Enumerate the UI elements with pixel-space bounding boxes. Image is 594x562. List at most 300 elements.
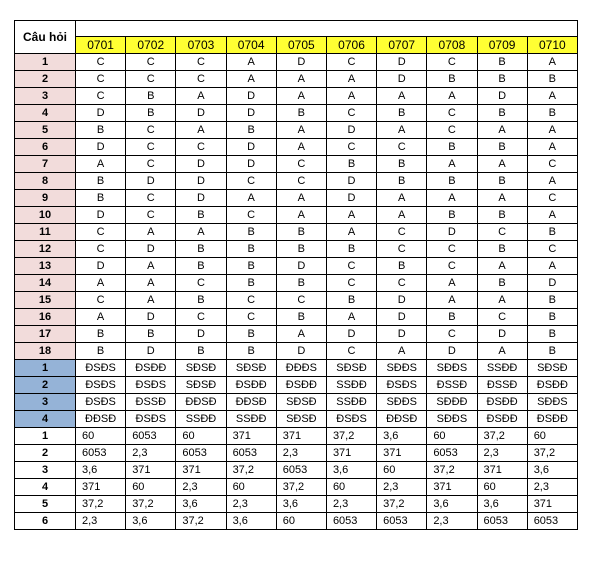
answer-cell: D bbox=[76, 258, 126, 275]
answer-cell: C bbox=[377, 224, 427, 241]
answer-cell: A bbox=[276, 190, 326, 207]
answer-cell: SĐĐS bbox=[527, 394, 577, 411]
mc-row bbox=[15, 343, 578, 360]
answer-cell: A bbox=[427, 275, 477, 292]
answer-cell: 3,6 bbox=[126, 513, 176, 530]
answer-cell: C bbox=[527, 190, 577, 207]
mc-row bbox=[15, 224, 578, 241]
answer-cell: B bbox=[326, 241, 376, 258]
question-number: 18 bbox=[15, 343, 76, 360]
answer-cell: D bbox=[176, 173, 226, 190]
answer-cell: C bbox=[226, 173, 276, 190]
answer-cell: ĐSĐĐ bbox=[527, 411, 577, 428]
answer-cell: ĐSĐĐ bbox=[477, 394, 527, 411]
answer-cell: B bbox=[527, 309, 577, 326]
answer-cell: A bbox=[527, 258, 577, 275]
answer-cell: D bbox=[527, 275, 577, 292]
answer-cell: C bbox=[326, 105, 376, 122]
answer-cell: B bbox=[477, 173, 527, 190]
answer-cell: A bbox=[527, 54, 577, 71]
answer-cell: 37,2 bbox=[427, 462, 477, 479]
answer-cell: B bbox=[477, 139, 527, 156]
answer-cell: C bbox=[76, 224, 126, 241]
answer-cell: B bbox=[427, 309, 477, 326]
answer-cell: C bbox=[176, 71, 226, 88]
mc-row bbox=[15, 122, 578, 139]
answer-cell: A bbox=[326, 224, 376, 241]
answer-cell: D bbox=[226, 88, 276, 105]
answer-cell: B bbox=[276, 241, 326, 258]
answer-cell: SĐĐS bbox=[377, 360, 427, 377]
answer-cell: ĐSĐS bbox=[76, 377, 126, 394]
answer-cell: ĐSĐĐ bbox=[126, 360, 176, 377]
answer-cell: D bbox=[326, 326, 376, 343]
answer-cell: A bbox=[477, 292, 527, 309]
exam-code-row bbox=[15, 37, 578, 54]
question-number: 1 bbox=[15, 428, 76, 445]
answer-cell: ĐSĐĐ bbox=[226, 377, 276, 394]
answer-cell: C bbox=[76, 71, 126, 88]
question-number: 2 bbox=[15, 71, 76, 88]
question-number: 3 bbox=[15, 394, 76, 411]
tf-row bbox=[15, 394, 578, 411]
answer-cell: 60 bbox=[276, 513, 326, 530]
question-number: 6 bbox=[15, 513, 76, 530]
answer-cell: A bbox=[76, 309, 126, 326]
question-number: 1 bbox=[15, 54, 76, 71]
mc-row bbox=[15, 173, 578, 190]
answer-cell: SĐĐĐ bbox=[427, 394, 477, 411]
answer-cell: A bbox=[126, 258, 176, 275]
answer-cell: SSĐĐ bbox=[176, 411, 226, 428]
answer-cell: A bbox=[427, 88, 477, 105]
answer-cell: B bbox=[477, 71, 527, 88]
answer-cell: A bbox=[477, 122, 527, 139]
answer-cell: B bbox=[477, 54, 527, 71]
answer-cell: A bbox=[276, 326, 326, 343]
answer-cell: 37,2 bbox=[477, 428, 527, 445]
answer-cell: 3,6 bbox=[226, 513, 276, 530]
question-number: 3 bbox=[15, 88, 76, 105]
answer-cell: C bbox=[76, 292, 126, 309]
answer-cell: B bbox=[226, 122, 276, 139]
answer-cell: D bbox=[126, 343, 176, 360]
answer-cell: B bbox=[527, 326, 577, 343]
question-number: 11 bbox=[15, 224, 76, 241]
answer-cell: 60 bbox=[527, 428, 577, 445]
answer-cell: SĐSĐ bbox=[226, 360, 276, 377]
answer-cell: C bbox=[76, 54, 126, 71]
answer-cell: B bbox=[427, 207, 477, 224]
answer-cell: ĐSSĐ bbox=[477, 377, 527, 394]
answer-cell: SĐSĐ bbox=[326, 360, 376, 377]
answer-cell: A bbox=[377, 122, 427, 139]
answer-cell: D bbox=[76, 105, 126, 122]
answer-cell: A bbox=[326, 88, 376, 105]
answer-cell: C bbox=[427, 54, 477, 71]
mc-row bbox=[15, 326, 578, 343]
answer-cell: 60 bbox=[477, 479, 527, 496]
answer-cell: A bbox=[276, 88, 326, 105]
answer-cell: A bbox=[527, 173, 577, 190]
answer-cell: C bbox=[527, 156, 577, 173]
answer-cell: 2,3 bbox=[527, 479, 577, 496]
answer-cell: A bbox=[427, 190, 477, 207]
answer-cell: B bbox=[276, 275, 326, 292]
mc-row bbox=[15, 275, 578, 292]
question-number: 16 bbox=[15, 309, 76, 326]
mc-row bbox=[15, 207, 578, 224]
answer-cell: B bbox=[527, 224, 577, 241]
answer-cell: A bbox=[226, 54, 276, 71]
answer-cell: D bbox=[176, 105, 226, 122]
exam-code-0706: 0706 bbox=[326, 37, 376, 54]
answer-cell: 6053 bbox=[527, 513, 577, 530]
answer-cell: 2,3 bbox=[126, 445, 176, 462]
answer-cell: 6053 bbox=[326, 513, 376, 530]
answer-cell: B bbox=[427, 139, 477, 156]
answer-cell: A bbox=[76, 275, 126, 292]
answer-cell: B bbox=[477, 241, 527, 258]
answer-cell: C bbox=[126, 139, 176, 156]
answer-cell: 6053 bbox=[126, 428, 176, 445]
question-column-header: Câu hỏi bbox=[15, 21, 76, 54]
answer-cell: ĐSĐS bbox=[126, 377, 176, 394]
answer-cell: A bbox=[377, 343, 427, 360]
answer-cell: A bbox=[427, 292, 477, 309]
answer-cell: A bbox=[477, 156, 527, 173]
header-blank-band bbox=[76, 21, 578, 37]
answer-cell: A bbox=[527, 122, 577, 139]
question-number: 6 bbox=[15, 139, 76, 156]
answer-cell: B bbox=[377, 105, 427, 122]
answer-cell: SĐSĐ bbox=[276, 411, 326, 428]
answer-cell: C bbox=[477, 309, 527, 326]
answer-cell: C bbox=[126, 71, 176, 88]
answer-cell: C bbox=[276, 292, 326, 309]
answer-cell: 60 bbox=[226, 479, 276, 496]
answer-cell: 2,3 bbox=[226, 496, 276, 513]
answer-cell: 60 bbox=[427, 428, 477, 445]
answer-cell: 3,6 bbox=[527, 462, 577, 479]
answer-cell: A bbox=[326, 309, 376, 326]
answer-cell: C bbox=[477, 224, 527, 241]
answer-cell: B bbox=[126, 105, 176, 122]
answer-cell: C bbox=[427, 258, 477, 275]
answer-cell: C bbox=[427, 241, 477, 258]
answer-cell: 371 bbox=[326, 445, 376, 462]
answer-cell: D bbox=[326, 190, 376, 207]
answer-cell: 60 bbox=[377, 462, 427, 479]
answer-cell: 371 bbox=[76, 479, 126, 496]
short-answer-row bbox=[15, 496, 578, 513]
question-number: 1 bbox=[15, 360, 76, 377]
mc-row bbox=[15, 105, 578, 122]
answer-cell: ĐĐSĐ bbox=[226, 394, 276, 411]
answer-cell: ĐSSĐ bbox=[126, 394, 176, 411]
answer-cell: A bbox=[326, 207, 376, 224]
answer-cell: 3,6 bbox=[427, 496, 477, 513]
answer-cell: C bbox=[126, 190, 176, 207]
answer-cell: C bbox=[326, 54, 376, 71]
answer-cell: B bbox=[527, 292, 577, 309]
answer-cell: 3,6 bbox=[377, 428, 427, 445]
answer-cell: ĐĐĐS bbox=[276, 360, 326, 377]
answer-cell: A bbox=[477, 343, 527, 360]
answer-cell: C bbox=[76, 88, 126, 105]
answer-cell: B bbox=[276, 224, 326, 241]
answer-cell: 37,2 bbox=[126, 496, 176, 513]
answer-cell: C bbox=[126, 156, 176, 173]
answer-cell: 371 bbox=[377, 445, 427, 462]
exam-code-0707: 0707 bbox=[377, 37, 427, 54]
answer-cell: B bbox=[527, 105, 577, 122]
answer-cell: A bbox=[276, 207, 326, 224]
short-answer-row bbox=[15, 513, 578, 530]
answer-cell: SSĐĐ bbox=[326, 377, 376, 394]
answer-cell: A bbox=[126, 224, 176, 241]
answer-cell: D bbox=[276, 54, 326, 71]
answer-cell: SĐSĐ bbox=[276, 394, 326, 411]
answer-cell: ĐĐSĐ bbox=[76, 411, 126, 428]
answer-cell: B bbox=[76, 190, 126, 207]
exam-code-0710: 0710 bbox=[527, 37, 577, 54]
exam-code-0704: 0704 bbox=[226, 37, 276, 54]
answer-cell: A bbox=[527, 207, 577, 224]
answer-cell: A bbox=[226, 71, 276, 88]
answer-cell: A bbox=[527, 139, 577, 156]
answer-cell: 6053 bbox=[477, 513, 527, 530]
answer-key-table bbox=[14, 20, 578, 530]
answer-cell: SĐSĐ bbox=[176, 377, 226, 394]
exam-code-0703: 0703 bbox=[176, 37, 226, 54]
question-number: 4 bbox=[15, 479, 76, 496]
mc-row bbox=[15, 292, 578, 309]
answer-cell: C bbox=[326, 139, 376, 156]
answer-cell: D bbox=[226, 105, 276, 122]
answer-cell: 37,2 bbox=[326, 428, 376, 445]
tf-row bbox=[15, 377, 578, 394]
answer-cell: C bbox=[276, 156, 326, 173]
exam-code-0709: 0709 bbox=[477, 37, 527, 54]
answer-cell: 371 bbox=[427, 479, 477, 496]
answer-cell: SĐĐS bbox=[377, 394, 427, 411]
answer-cell: 37,2 bbox=[226, 462, 276, 479]
answer-cell: A bbox=[126, 292, 176, 309]
answer-cell: C bbox=[226, 207, 276, 224]
exam-code-0705: 0705 bbox=[276, 37, 326, 54]
answer-cell: C bbox=[326, 258, 376, 275]
answer-cell: 3,6 bbox=[326, 462, 376, 479]
answer-cell: B bbox=[76, 326, 126, 343]
answer-cell: A bbox=[427, 156, 477, 173]
answer-cell: A bbox=[176, 224, 226, 241]
mc-row bbox=[15, 241, 578, 258]
exam-code-0702: 0702 bbox=[126, 37, 176, 54]
short-answer-row bbox=[15, 462, 578, 479]
answer-cell: 3,6 bbox=[477, 496, 527, 513]
answer-cell: B bbox=[176, 258, 226, 275]
question-number: 5 bbox=[15, 122, 76, 139]
answer-cell: 2,3 bbox=[326, 496, 376, 513]
answer-cell: SSĐĐ bbox=[326, 394, 376, 411]
answer-cell: D bbox=[176, 190, 226, 207]
answer-cell: 37,2 bbox=[176, 513, 226, 530]
short-answer-row bbox=[15, 445, 578, 462]
answer-cell: B bbox=[76, 343, 126, 360]
answer-cell: D bbox=[76, 139, 126, 156]
answer-cell: B bbox=[226, 224, 276, 241]
answer-cell: C bbox=[427, 326, 477, 343]
answer-cell: ĐSĐS bbox=[76, 360, 126, 377]
answer-cell: B bbox=[126, 88, 176, 105]
question-number: 12 bbox=[15, 241, 76, 258]
answer-cell: B bbox=[326, 292, 376, 309]
answer-cell: B bbox=[527, 343, 577, 360]
answer-cell: C bbox=[176, 309, 226, 326]
answer-cell: B bbox=[276, 105, 326, 122]
answer-cell: 37,2 bbox=[527, 445, 577, 462]
answer-cell: B bbox=[377, 173, 427, 190]
question-number: 9 bbox=[15, 190, 76, 207]
question-number: 2 bbox=[15, 445, 76, 462]
answer-cell: ĐSĐS bbox=[76, 394, 126, 411]
answer-cell: 2,3 bbox=[377, 479, 427, 496]
answer-cell: B bbox=[226, 326, 276, 343]
answer-cell: 37,2 bbox=[76, 496, 126, 513]
question-number: 4 bbox=[15, 411, 76, 428]
answer-cell: 2,3 bbox=[427, 513, 477, 530]
answer-cell: 371 bbox=[126, 462, 176, 479]
mc-row bbox=[15, 258, 578, 275]
answer-cell: C bbox=[226, 292, 276, 309]
answer-cell: SĐSĐ bbox=[176, 360, 226, 377]
tf-row bbox=[15, 360, 578, 377]
answer-cell: B bbox=[276, 309, 326, 326]
answer-cell: D bbox=[377, 309, 427, 326]
header-row-top bbox=[15, 21, 578, 37]
answer-cell: D bbox=[477, 88, 527, 105]
question-number: 2 bbox=[15, 377, 76, 394]
answer-cell: A bbox=[477, 258, 527, 275]
answer-cell: 37,2 bbox=[276, 479, 326, 496]
answer-cell: B bbox=[226, 275, 276, 292]
mc-row bbox=[15, 309, 578, 326]
answer-cell: D bbox=[326, 122, 376, 139]
mc-row bbox=[15, 156, 578, 173]
answer-cell: SĐĐS bbox=[427, 360, 477, 377]
answer-cell: A bbox=[176, 88, 226, 105]
answer-cell: A bbox=[276, 139, 326, 156]
short-answer-row bbox=[15, 479, 578, 496]
question-number: 10 bbox=[15, 207, 76, 224]
answer-cell: B bbox=[427, 71, 477, 88]
answer-cell: ĐSĐĐ bbox=[477, 411, 527, 428]
answer-cell: ĐSĐS bbox=[377, 377, 427, 394]
answer-cell: D bbox=[226, 139, 276, 156]
answer-cell: B bbox=[377, 156, 427, 173]
answer-cell: A bbox=[326, 71, 376, 88]
question-number: 17 bbox=[15, 326, 76, 343]
answer-cell: C bbox=[427, 105, 477, 122]
answer-cell: A bbox=[377, 207, 427, 224]
mc-row bbox=[15, 190, 578, 207]
question-number: 13 bbox=[15, 258, 76, 275]
answer-key-body bbox=[15, 21, 578, 530]
answer-cell: 60 bbox=[326, 479, 376, 496]
answer-cell: C bbox=[377, 139, 427, 156]
answer-cell: 3,6 bbox=[176, 496, 226, 513]
exam-code-0701: 0701 bbox=[76, 37, 126, 54]
answer-cell: 3,6 bbox=[276, 496, 326, 513]
answer-cell: C bbox=[176, 54, 226, 71]
answer-cell: D bbox=[276, 258, 326, 275]
answer-cell: B bbox=[527, 71, 577, 88]
tf-row bbox=[15, 411, 578, 428]
answer-cell: D bbox=[427, 224, 477, 241]
answer-cell: 2,3 bbox=[276, 445, 326, 462]
answer-cell: B bbox=[326, 156, 376, 173]
answer-cell: C bbox=[377, 275, 427, 292]
answer-cell: B bbox=[226, 343, 276, 360]
answer-cell: D bbox=[326, 173, 376, 190]
answer-cell: 2,3 bbox=[477, 445, 527, 462]
answer-cell: C bbox=[377, 241, 427, 258]
answer-cell: C bbox=[76, 241, 126, 258]
answer-cell: 37,2 bbox=[377, 496, 427, 513]
question-number: 3 bbox=[15, 462, 76, 479]
answer-cell: D bbox=[377, 54, 427, 71]
answer-cell: B bbox=[176, 207, 226, 224]
answer-cell: 371 bbox=[477, 462, 527, 479]
answer-cell: A bbox=[226, 190, 276, 207]
answer-cell: A bbox=[276, 71, 326, 88]
answer-cell: C bbox=[326, 343, 376, 360]
answer-cell: D bbox=[276, 343, 326, 360]
answer-cell: A bbox=[477, 190, 527, 207]
answer-cell: C bbox=[276, 173, 326, 190]
question-number: 15 bbox=[15, 292, 76, 309]
answer-cell: D bbox=[377, 292, 427, 309]
answer-cell: D bbox=[126, 309, 176, 326]
mc-row bbox=[15, 88, 578, 105]
answer-cell: A bbox=[527, 88, 577, 105]
answer-cell: D bbox=[226, 156, 276, 173]
answer-cell: D bbox=[377, 326, 427, 343]
answer-cell: SSĐĐ bbox=[477, 360, 527, 377]
answer-cell: SSĐĐ bbox=[226, 411, 276, 428]
answer-cell: 6053 bbox=[226, 445, 276, 462]
answer-cell: C bbox=[527, 241, 577, 258]
answer-cell: B bbox=[76, 122, 126, 139]
answer-cell: D bbox=[377, 71, 427, 88]
answer-cell: 371 bbox=[527, 496, 577, 513]
answer-cell: D bbox=[176, 326, 226, 343]
answer-cell: ĐSĐĐ bbox=[276, 377, 326, 394]
answer-cell: B bbox=[176, 241, 226, 258]
answer-cell: ĐĐSĐ bbox=[176, 394, 226, 411]
question-number: 5 bbox=[15, 496, 76, 513]
answer-cell: B bbox=[377, 258, 427, 275]
answer-cell: B bbox=[76, 173, 126, 190]
answer-cell: 371 bbox=[176, 462, 226, 479]
answer-cell: B bbox=[176, 292, 226, 309]
answer-cell: A bbox=[176, 122, 226, 139]
short-answer-row bbox=[15, 428, 578, 445]
answer-cell: C bbox=[176, 139, 226, 156]
answer-cell: 60 bbox=[76, 428, 126, 445]
answer-cell: SĐĐS bbox=[427, 411, 477, 428]
